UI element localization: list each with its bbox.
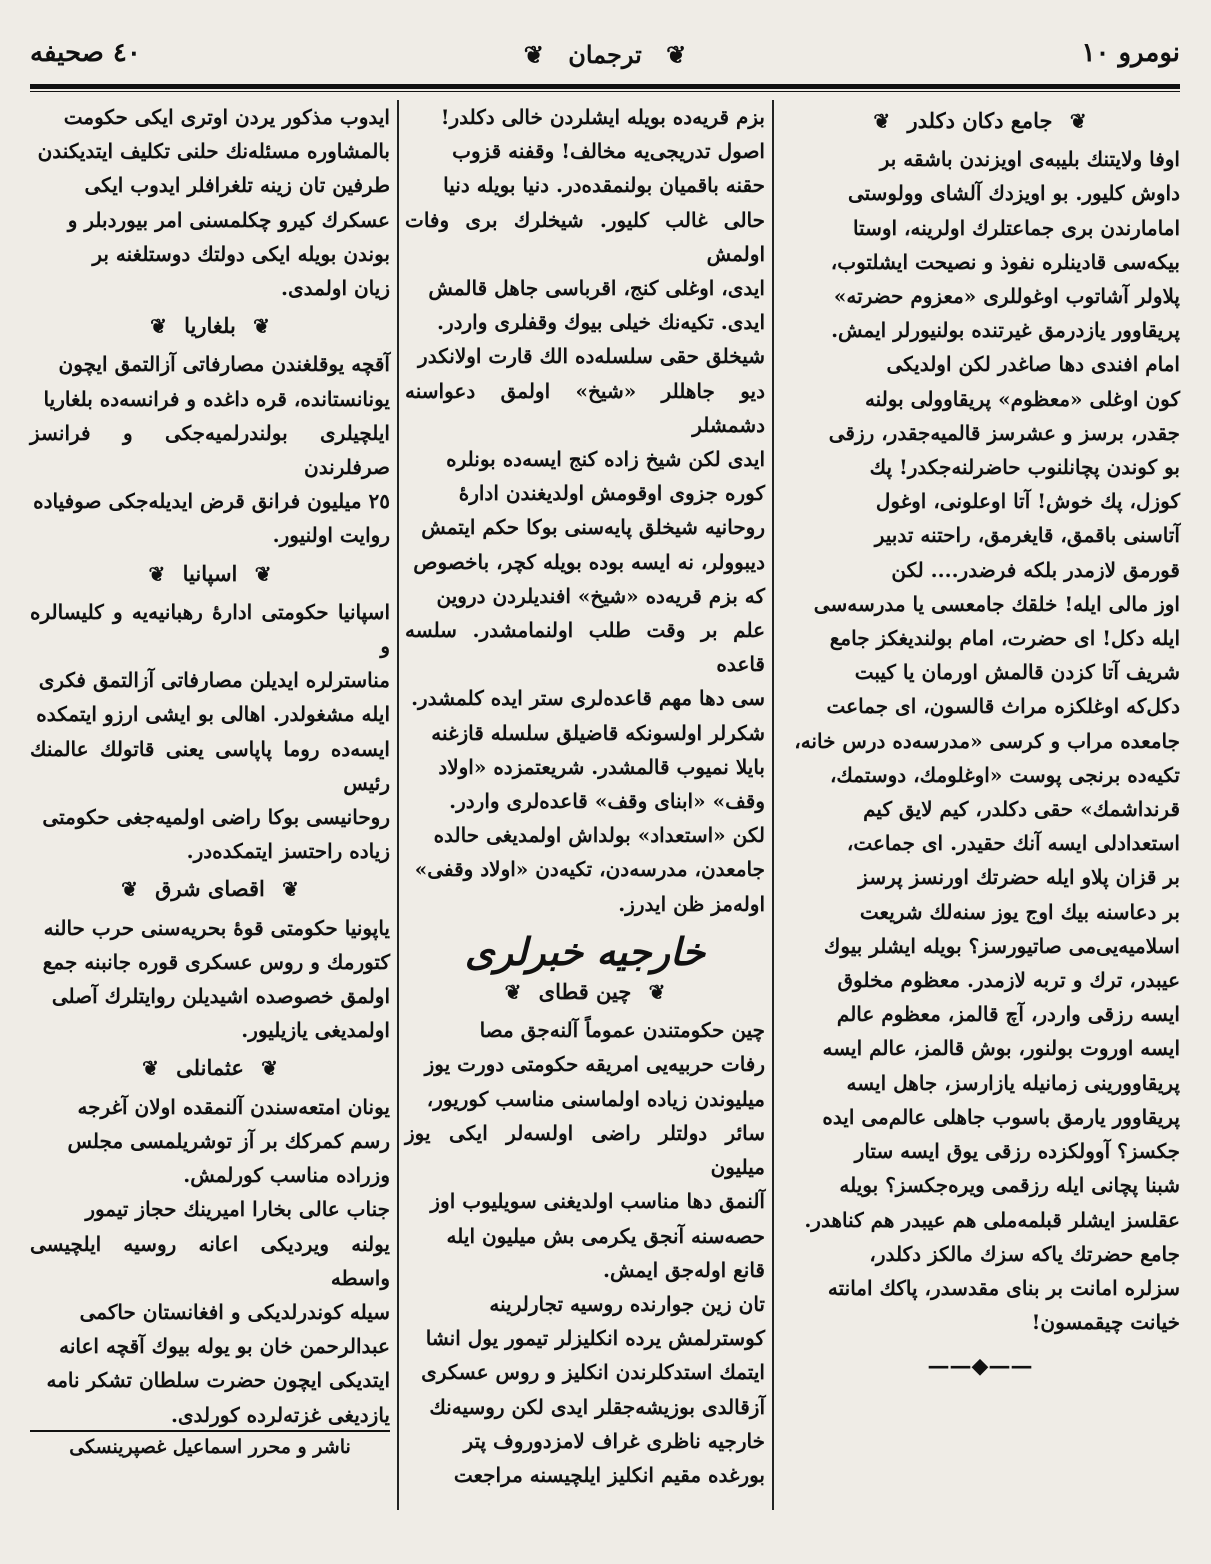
text-line: عسكرك كيرو چكلمسنى امر بيوردبلر و bbox=[67, 207, 390, 232]
text-line: وقف» «ابناى وقف» قاعده‌لرى واردر. bbox=[449, 789, 765, 814]
text-line: آتاسنى باقمق، قايغرمق، راحتنه تدبير bbox=[874, 523, 1180, 548]
newspaper-title-block bbox=[30, 40, 1180, 69]
text-line: پلاولر آشاتوب اوغوللرى «معزوم حضرته» bbox=[833, 284, 1180, 309]
ornament-icon: ❦ bbox=[282, 877, 299, 902]
text-line: علم بر وقت طلب اولنمامشدر. سلسه قاعده bbox=[405, 618, 765, 677]
text-line: بو كوندن پچانلنوب حاضرلنه‌جكدر! پك bbox=[869, 455, 1180, 480]
ornament-icon: ❦ bbox=[1069, 109, 1087, 133]
ornament-icon: ❦ bbox=[121, 877, 138, 902]
section-title: اقصاى شرق bbox=[155, 876, 265, 902]
end-ornament-icon: ——◆—— bbox=[927, 1353, 1033, 1380]
newspaper-title: ترجمان bbox=[568, 40, 642, 69]
left-column bbox=[30, 100, 390, 1432]
middle-column bbox=[405, 100, 765, 1492]
text-line: سزلره امانت بر بناى مقدسدر، پاكك امانته bbox=[827, 1275, 1180, 1300]
text-line: ايدى، اوغلى كنج، اقرباسى جاهل قالمش bbox=[428, 276, 765, 301]
text-line: يولنه ويرديكى اعانه روسيه ايلچيسى واسطه bbox=[30, 1231, 390, 1290]
text-line: كون اوغلى «معظوم» پريقاوولى بولنه bbox=[864, 386, 1180, 411]
text-line: حالى غالب كليور. شيخلرك برى وفات اولمش bbox=[405, 207, 765, 266]
text-line: دكل‌كه اوغلكزه مراث قالسون، اى جماعت bbox=[826, 694, 1180, 719]
text-line: داوش كليور. بو اويزدك آلشاى وولوستى bbox=[847, 181, 1180, 206]
text-line: اوله‌مز ظن ايدرز. bbox=[618, 891, 765, 916]
text-line: روحانيه شيخلق پايه‌سنى بوكا حكم ايتمش bbox=[421, 515, 765, 540]
text-line: كتورمك و روس عسكرى قوره جانبنه جمع bbox=[42, 949, 390, 974]
section-heading bbox=[30, 872, 390, 906]
text-line: روايت اولنيور. bbox=[272, 523, 390, 548]
article-body bbox=[405, 100, 765, 921]
ornament-icon: ❦ bbox=[254, 561, 272, 586]
text-line: وزراده مناسب كورلمش. bbox=[183, 1163, 390, 1188]
text-line: جامعدن، مدرسه‌دن، تكيه‌دن «اولاد وقفى» bbox=[414, 857, 765, 882]
ornament-icon: ❦ bbox=[148, 561, 166, 586]
section-title: عثمانلى bbox=[176, 1055, 244, 1081]
text-line: ايله مشغولدر. اهالى بو ايشى ارزو ايتمكده bbox=[36, 702, 390, 727]
text-line: بايلا نميوب قالمشدر. شريعتمزده «اولاد bbox=[438, 754, 765, 779]
section-heading bbox=[30, 309, 390, 343]
ornament-icon: ❦ bbox=[504, 980, 522, 1005]
text-line: حصه‌سنه آنجق يكرمى بش ميليون ايله bbox=[446, 1223, 765, 1248]
text-line: ايتمك استدكلرندن انكليز و روس عسكرى bbox=[421, 1360, 765, 1385]
section-title: بلغاريا bbox=[184, 313, 236, 339]
text-line: ديبوولر، نه ايسه بوده بويله كچر، باخصوص bbox=[413, 549, 765, 574]
text-line: تكيه‌ده برنجى پوست «اوغلومك، دوستمك، bbox=[829, 762, 1180, 787]
text-line: ايسه اوروت بولنور، بوش قالمز، عالم ايسه bbox=[822, 1036, 1180, 1061]
ornament-icon: ❦ bbox=[523, 40, 544, 69]
article-body bbox=[30, 595, 390, 869]
column-divider bbox=[772, 100, 774, 1510]
text-line: امام افندى دها صاغدر لكن اولديكى bbox=[886, 352, 1180, 377]
footer-rule bbox=[30, 1430, 390, 1432]
text-line: قانع اوله‌جق ايمش. bbox=[602, 1257, 765, 1282]
issue-number: نومرو ١٠ bbox=[1081, 38, 1180, 68]
article-body bbox=[30, 347, 390, 552]
header-rule-thin bbox=[30, 91, 1180, 92]
publisher-line: ناشر و محرر اسماعيل غصپرينسكى bbox=[69, 1436, 351, 1458]
text-line: جناب عالى بخارا اميرينك حجاز تيمور bbox=[85, 1197, 390, 1222]
text-line: جامع حضرتك ياكه سزك مالكز دكلدر، bbox=[869, 1241, 1180, 1266]
text-line: يونانستانده، قره داغده و فرانسه‌ده بلغاريا bbox=[43, 386, 390, 411]
text-line: امامارندن برى جماعتلرك اولرينه، اوستا bbox=[852, 215, 1180, 240]
article-body bbox=[30, 100, 390, 305]
text-line: پريقاوور يارمق باسوب جاهلى عالم‌مى ايده bbox=[822, 1104, 1180, 1129]
ornament-icon: ❦ bbox=[142, 1056, 159, 1081]
text-line: سائر دولتلر راضى اولسه‌لر ايكى يوز ميليون bbox=[405, 1120, 765, 1180]
article-body bbox=[405, 1013, 765, 1492]
page-number: ٤٠ صحيفه bbox=[30, 38, 141, 68]
text-line: شكرلر اولسونكه قاضيلق سلسله قازغنه bbox=[431, 720, 765, 745]
text-line: حقنه باقميان بولنمقده‌در. دنيا بويله دنيا bbox=[443, 173, 765, 198]
text-line: سى دها مهم قاعده‌لرى ستر ايده كلمشدر. bbox=[411, 686, 765, 711]
text-line: زياده راحتسز ايتمكده‌در. bbox=[186, 839, 390, 864]
text-line: زيان اولمدى. bbox=[281, 276, 390, 301]
section-heading bbox=[405, 975, 765, 1009]
column-divider bbox=[397, 100, 399, 1510]
text-line: آزقالدى بوزيشه‌جقلر ايدى لكن روسيه‌نك bbox=[429, 1394, 765, 1419]
text-line: عقلسز ايشلر قبلمه‌ملى هم عيبدر هم كناهدر. bbox=[804, 1207, 1180, 1232]
text-line: كوزل، پك خوش! آتا اوعلونى، اوغول bbox=[875, 489, 1180, 514]
ornament-icon: ❦ bbox=[150, 314, 167, 339]
foreign-news-title: خارجيه خبرلرى bbox=[464, 928, 706, 974]
text-line: ايدوب مذكور يردن اوترى ايكى حكومت bbox=[63, 105, 390, 129]
text-line: قورمق لازمدر بلكه فرضدر.... لكن bbox=[891, 557, 1180, 582]
text-line: بالمشاوره مسئله‌نك حلنى تكليف ايتديكندن bbox=[37, 139, 390, 164]
text-line: مناسترلره ايديلن مصارفاتى آزالتمق فكرى bbox=[38, 668, 390, 693]
text-line: تان زين جوارنده روسيه تجارلرينه bbox=[489, 1291, 765, 1316]
masthead bbox=[30, 28, 1180, 88]
text-line: سيله كوندرلديكى و افغانستان حاكمى bbox=[79, 1299, 390, 1324]
text-line: اسپانيا حكومتى ادارهٔ رهبانيه‌يه و كليسالره و bbox=[30, 599, 390, 659]
text-line: ايسه‌ده روما پاپاسى يعنى قاتولك عالمنك رئيس bbox=[30, 736, 390, 795]
text-line: ديو جاهللر «شيخ» اولمق دعواسنه دشمشلر bbox=[405, 378, 765, 437]
header-rule bbox=[30, 84, 1180, 89]
text-line: شبنا پچانى ايله رزقمى ويره‌جكسز؟ بويله bbox=[839, 1173, 1180, 1198]
text-line: يازديغى غزته‌لرده كورلدى. bbox=[170, 1402, 390, 1427]
text-line: كه بزم قريه‌ده «شيخ» افنديلردن دروين bbox=[436, 583, 765, 608]
text-line: ايدى لكن شيخ زاده كنج ايسه‌ده بونلره bbox=[446, 447, 765, 472]
text-line: بوندن بويله ايكى دولتك دوستلغنه بر bbox=[92, 241, 390, 266]
text-line: جامعده مراب و كرسى «مدرسه‌ده درس خانه، bbox=[794, 728, 1180, 753]
text-line: طرفين تان زينه تلغرافلر ايدوب ايكى bbox=[84, 173, 390, 198]
text-line: رفات حربيه‌يى امريقه حكومتى دورت يوز bbox=[424, 1052, 765, 1077]
article-body bbox=[30, 911, 390, 1048]
section-title: چين قطاى bbox=[538, 979, 632, 1005]
section-heading bbox=[780, 104, 1180, 138]
ornament-icon: ❦ bbox=[253, 314, 270, 339]
text-line: ايله دكل! اى حضرت، امام بولنديغكز جامع bbox=[829, 626, 1180, 651]
text-line: شيخلق حقى سلسله‌ده الك قارت اولانكدر bbox=[418, 344, 765, 369]
text-line: جقدر، برسز و عشرسز قالميه‌جقدر، رزقى bbox=[828, 420, 1180, 445]
text-line: شريف آتا كزدن قالمش اورمان يا كيبت bbox=[854, 660, 1180, 685]
section-heading bbox=[30, 1051, 390, 1085]
ornament-icon: ❦ bbox=[666, 40, 687, 69]
section-heading bbox=[30, 557, 390, 591]
article-body bbox=[30, 1090, 390, 1432]
text-line: يونان امتعه‌سندن آلنمقده اولان آغرجه bbox=[77, 1094, 390, 1119]
text-line: ايلچيلرى بولندرلميه‌جكى و فرانسز صرفلرندن bbox=[30, 420, 390, 480]
text-line: خيانت چيقمسون! bbox=[1031, 1310, 1180, 1335]
text-line: عيبدر، ترك و تربه لازمدر. معظوم مخلوق bbox=[837, 968, 1180, 993]
text-line: پريقاوورينى زمانيله يازارسز، جاهل ايسه bbox=[846, 1070, 1180, 1095]
text-line: ايدى. تكيه‌نك خيلى بيوك وقفلرى واردر. bbox=[437, 310, 765, 335]
text-line: بورغده مقيم انكليز ايلچيسنه مراجعت bbox=[453, 1462, 765, 1487]
text-line: چين حكومتندن عموماً آلنه‌جق مصا bbox=[479, 1018, 765, 1043]
text-line: روحانيسى بوكا راضى اولميه‌جغى حكومتى bbox=[42, 805, 390, 830]
text-line: بر قزان پلاو ايله حضرتك اورنسز پرسز bbox=[858, 865, 1180, 890]
text-line: كوره جزوى اوقومش اولديغندن ادارهٔ bbox=[458, 481, 765, 506]
text-line: قرنداشمك» حقى دكلدر، كيم لايق كيم bbox=[863, 797, 1180, 822]
text-line: بزم قريه‌ده بويله ايشلردن خالى دكلدر! bbox=[440, 105, 765, 129]
text-line: اولمديغى يازيليور. bbox=[241, 1018, 390, 1043]
text-line: آقچه يوقلغندن مصارفاتى آزالتمق ايچون bbox=[58, 352, 390, 377]
text-line: ياپونيا حكومتى قوهٔ بحريه‌سنى حرب حالنه bbox=[43, 915, 390, 940]
text-line: اسلاميه‌يى‌مى صاتيورسز؟ بويله ايشلر بيوك bbox=[823, 933, 1180, 958]
right-column bbox=[780, 100, 1180, 1384]
text-line: استعدادلى ايسه آنك حقيدر. اى جماعت، bbox=[846, 831, 1180, 856]
section-title: اسپانيا bbox=[182, 560, 238, 586]
text-line: اوفا ولايتنك بليبه‌ى اويزندن باشقه بر bbox=[879, 147, 1180, 172]
text-line: لكن «استعداد» بولداش اولمديغى حالده bbox=[433, 823, 765, 848]
text-line: آلنمق دها مناسب اولديغنى سويليوب اوز bbox=[430, 1189, 765, 1214]
text-line: پريقاوور يازدرمق غيرتنده بولنيورلر ايمش. bbox=[831, 318, 1180, 343]
text-line: ٢٥ ميليون فرانق قرض ايديله‌جكى صوفياده bbox=[33, 489, 390, 514]
text-line: ايتديكى ايچون حضرت سلطان تشكر نامه bbox=[46, 1368, 390, 1393]
text-line: اوز مالى ايله! خلقك جامعسى يا مدرسه‌سى bbox=[813, 591, 1180, 616]
text-line: عبدالرحمن خان بو يوله بيوك آقچه اعانه bbox=[59, 1334, 390, 1359]
text-line: كوسترلمش يرده انكليزلر تيمور يول انشا bbox=[425, 1326, 765, 1351]
text-line: رسم كمركك بر آز توشريلمسى مجلس bbox=[67, 1128, 390, 1153]
text-line: خارجيه ناظرى غراف لامزدوروف پتر bbox=[463, 1428, 765, 1453]
text-line: بر دعاسنه بيك اوج يوز سنه‌لك شريعت bbox=[859, 899, 1180, 924]
text-line: ايسه رزقى واردر، آچ قالمز، معظوم عالم bbox=[836, 1002, 1180, 1027]
article-body bbox=[780, 142, 1180, 1339]
ornament-icon: ❦ bbox=[648, 980, 666, 1005]
section-title: جامع دکان دکلدر bbox=[907, 108, 1053, 133]
text-line: اولمق خصوصده اشيديلن روايتلرك آصلى bbox=[51, 984, 390, 1009]
text-line: اصول تدريجى‌يه مخالف! وقفنه قزوب bbox=[452, 139, 765, 164]
text-line: بيكه‌سى قادينلره نفوذ و نصيحت ايشلتوب، bbox=[830, 249, 1180, 274]
ornament-icon: ❦ bbox=[873, 109, 891, 133]
ornament-icon: ❦ bbox=[261, 1056, 278, 1081]
text-line: جكسز؟ آوولكزده رزقى يوق ايسه ستار bbox=[854, 1139, 1180, 1164]
text-line: ميليوندن زياده اولماسنى مناسب كوريور، bbox=[426, 1086, 765, 1111]
